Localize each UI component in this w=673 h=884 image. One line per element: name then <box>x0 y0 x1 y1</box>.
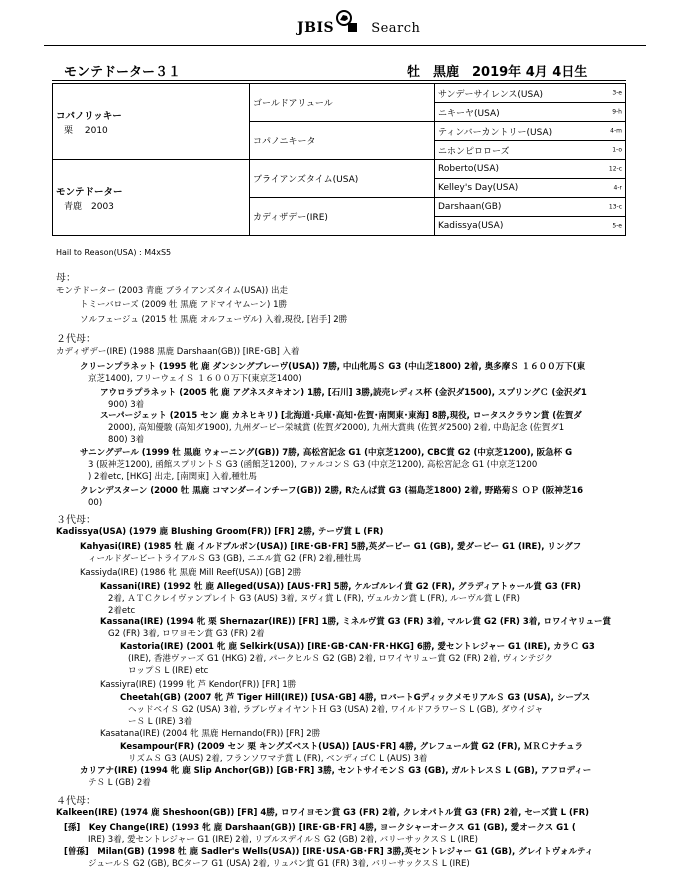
record-line: IRE) 3着, 愛セントレジャー G1 (IRE) 2着, リブルスデイルＳ G2 (GB) 2着, バリーサックスＳ L (IRE) <box>88 835 478 845</box>
record-line: [曽孫] Milan(GB) (1998 牡 鹿 Sadler's Wells(USA)) [IRE･USA･GB･FR] 3勝,英セントレジャー G1 (GB), グレイトヴォルティ <box>64 847 594 857</box>
horse-title-bar <box>52 60 642 82</box>
gen2-cell: カディザデー(IRE) <box>250 198 435 236</box>
section-heading: ２代母： <box>56 334 96 345</box>
gen3-cell: Kadissya(USA) 5-e <box>435 217 626 236</box>
gen3-cell: Darshaan(GB) 13-c <box>435 198 626 217</box>
record-line: テＳ L (GB) 2着 <box>88 778 151 788</box>
record-line: 2着etc <box>108 606 136 616</box>
gen3-cell: Roberto(USA) 12-c <box>435 160 626 179</box>
record-line: Kassiyda(IRE) (1986 牝 黒鹿 Mill Reef(USA)) [GB] 2勝 <box>80 568 302 578</box>
dam-cell <box>53 160 250 236</box>
record-line: Kasatana(IRE) (2004 牝 黒鹿 Hernando(FR)) [FR] 2勝 <box>100 729 321 739</box>
sire-cell <box>53 84 250 160</box>
record-line: 2000), 高知優駿 (高知ダ1900), 九州ダービー栄城賞 (佐賀ダ2000), 九州大賞典 (佐賀ダ2500) 2着, 中島記念 (佐賀ダ1 <box>108 423 565 433</box>
record-line: ヘッドベイＳ G2 (USA) 3着, ラブレヴォイヤントＨ G3 (USA) 2着, ワイルドフラワーＳ L (GB), ダウイジャ <box>128 705 544 715</box>
gen3-cell: サンデーサイレンス(USA) 3-e <box>435 84 626 103</box>
record-line: モンテドーター (2003 青鹿 ブライアンズタイム(USA)) 出走 <box>56 286 289 296</box>
record-line: リズムＳ G3 (AUS) 2着, フランソワマテ賞 L (FR), ベンディゴＣ L (AUS) 3着 <box>128 754 428 764</box>
record-line: (IRE), 香港ヴァーズ G1 (HKG) 2着, パークヒルＳ G2 (GB) 2着, ロワイヤリュー賞 G2 (FR) 2着, ヴィンテジク <box>128 654 553 664</box>
inbreeding-note: Hail to Reason(USA) : M4xS5 <box>56 248 172 257</box>
record-line: ジュールＳ G2 (GB), BCターフ G1 (USA) 2着, リュパン賞 G1 (FR) 3着, バリーサックスＳ L (IRE) <box>88 859 470 869</box>
jbis-search-logo[interactable] <box>0 6 673 46</box>
gen3-cell: ニキーヤ(USA) 9-h <box>435 103 626 122</box>
title-divider <box>52 80 626 81</box>
gen2-cell: ブライアンズタイム(USA) <box>250 160 435 198</box>
record-line: クリーンプラネット (1995 牝 鹿 ダンシングブレーヴ(USA)) 7勝, 中山牝馬Ｓ G3 (中山芝1800) 2着, 奥多摩Ｓ １６００万下(東 <box>80 362 586 372</box>
horse-name: モンテドーター３１ <box>64 65 182 80</box>
record-line: Kassana(IRE) (1994 牝 栗 Shernazar(IRE)) [FR] 1勝, ミネルヴ賞 G3 (FR) 3着, マルレ賞 G2 (FR) 3着, ロワイヤリュー賞 <box>100 617 611 627</box>
record-line: Kalkeen(IRE) (1974 鹿 Sheshoon(GB)) [FR] 4勝, ロワイヨモン賞 G3 (FR) 2着, クレオパトル賞 G3 (FR) 2着, セーズ賞 L (FR) <box>56 808 590 818</box>
record-line: 3 (阪神芝1200), 函館スプリントＳ G3 (函館芝1200), ファルコンＳ G3 (中京芝1200), 高松宮記念 G1 (中京芝1200 <box>88 460 538 470</box>
record-line: トミーバローズ (2009 牡 黒鹿 アドマイヤムーン) 1勝 <box>80 300 287 310</box>
record-line: G2 (FR) 3着, ロワヨモン賞 G3 (FR) 2着 <box>108 629 265 639</box>
record-line: Cheetah(GB) (2007 牝 芦 Tiger Hill(IRE)) [USA･GB] 4勝, ロバートGディックメモリアルＳ G3 (USA), シープス <box>120 693 591 703</box>
record-line: ーＳ L (IRE) 3着 <box>128 717 193 727</box>
pedigree-table <box>52 83 626 236</box>
record-line: ) 2着etc, [HKG] 出走, [南関東] 入着,種牡馬 <box>88 472 257 482</box>
gen3-cell: ティンバーカントリー(USA) 4-m <box>435 122 626 141</box>
horse-info: 牡 黒鹿 2019年 4月 4日生 <box>407 65 588 80</box>
record-line: アウロラプラネット (2005 牝 鹿 アグネスタキオン) 1勝, [石川] 3勝,読売レディス杯 (金沢ダ1500), スプリングＣ (金沢ダ1 <box>100 388 587 398</box>
header-divider <box>44 45 646 46</box>
sire-detail: 栗 2010 <box>64 125 108 136</box>
record-line: サニングデール (1999 牡 黒鹿 ウォーニング(GB)) 7勝, 高松宮記念 G1 (中京芝1200), CBC賞 G2 (中京芝1200), 阪急杯 G <box>80 448 573 458</box>
record-line: クレンデスターン (2000 牡 黒鹿 コマンダーインチーフ(GB)) 2勝, Rたんぱ賞 G3 (福島芝1800) 2着, 野路菊Ｓ ＯＰ (阪神芝16 <box>80 486 584 496</box>
record-line: カリアナ(IRE) (1994 牝 鹿 Slip Anchor(GB)) [GB･FR] 3勝, セントサイモンＳ G3 (GB), ガルトレスＳ L (GB), アフロディー <box>80 766 592 776</box>
section-heading: ４代母： <box>56 796 96 807</box>
gen2-cell: コパノニキータ <box>250 122 435 160</box>
gen3-cell: Kelley's Day(USA) 4-r <box>435 179 626 198</box>
dam-detail: 青鹿 2003 <box>64 201 114 212</box>
record-line: 京芝1400), フリーウェイＳ １６００万下(東京芝1400) <box>88 374 302 384</box>
gen3-cell: ニホンピロローズ 1-o <box>435 141 626 160</box>
section-heading: ３代母： <box>56 515 96 526</box>
record-line: Kassani(IRE) (1992 牡 鹿 Alleged(USA)) [AUS･FR] 5勝, ケルゴルレイ賞 G2 (FR), グラディアトゥール賞 G3 (FR) <box>100 582 581 592</box>
magnifier-horse-icon <box>334 8 360 34</box>
record-line: Kahyasi(IRE) (1985 牡 鹿 イルドブルボン(USA)) [IRE･GB･FR] 5勝,英ダービー G1 (GB), 愛ダービー G1 (IRE), リングフ <box>80 542 582 552</box>
section-heading: 母： <box>56 273 76 284</box>
record-line: [孫] Key Change(IRE) (1993 牝 鹿 Darshaan(GB)) [IRE･GB･FR] 4勝, ヨークシャーオークス G1 (GB), 愛オークス G1 ( <box>64 823 576 833</box>
record-line: Kesampour(FR) (2009 セン 栗 キングズベスト(USA)) [AUS･FR] 4勝, グレフュール賞 G2 (FR), ＭＲＣナチュラ <box>120 742 583 752</box>
record-line: 900) 3着 <box>108 400 145 410</box>
record-line: 800) 3着 <box>108 435 145 445</box>
record-line: 00) <box>88 498 103 508</box>
dam-name: モンテドーター <box>56 186 123 198</box>
record-line: ソルフェージュ (2015 牡 黒鹿 オルフェーヴル) 入着,現役, [岩手] 2勝 <box>80 315 348 325</box>
record-line: Kadissya(USA) (1979 鹿 Blushing Groom(FR)) [FR] 2勝, テーヴ賞 L (FR) <box>56 527 384 537</box>
record-line: ィールドダービートライアルＳ G3 (GB), ニエル賞 G2 (FR) 2着,種牡馬 <box>88 554 362 564</box>
record-line: カディザデー(IRE) (1988 黒鹿 Darshaan(GB)) [IRE･GB] 入着 <box>56 347 300 357</box>
record-line: 2着, ＡＴＣクレイヴァンプレイト G3 (AUS) 3着, ヌヴィ賞 L (FR), ヴュルカン賞 L (FR), ルーヴル賞 L (FR) <box>108 594 520 604</box>
gen2-cell: ゴールドアリュール <box>250 84 435 122</box>
record-line: スーパージェット (2015 セン 鹿 カネヒキリ) [北海道･兵庫･高知･佐賀･南関東･東海] 8勝,現役, ロータスクラウン賞 (佐賀ダ <box>100 411 582 421</box>
sire-name: コパノリッキー <box>56 110 122 122</box>
record-line: Kassiyra(IRE) (1999 牝 芦 Kendor(FR)) [FR] 1勝 <box>100 680 297 690</box>
record-line: Kastoria(IRE) (2001 牝 鹿 Selkirk(USA)) [IRE･GB･CAN･FR･HKG] 6勝, 愛セントレジャー G1 (IRE), カラＣ G3 <box>120 642 595 652</box>
record-line: ロップＳ L (IRE) etc <box>128 666 209 676</box>
logo-text: JBIS Search <box>297 20 421 36</box>
